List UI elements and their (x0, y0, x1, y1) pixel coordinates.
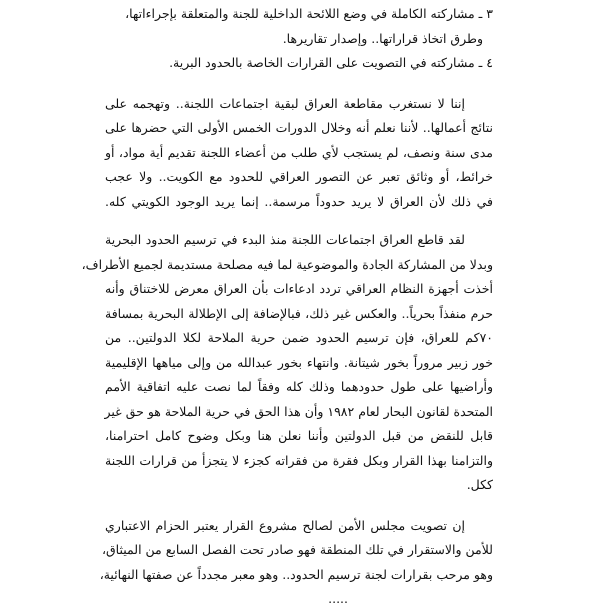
list-item-3-continuation: وطرق اتخاذ قراراتها.. وإصدار تقاريرها. (282, 30, 483, 46)
ellipsis-line: ..... (328, 591, 348, 606)
paragraph-line: خرائط، أو وثائق تعبر عن التصور العراقي للحدود مع الكويت.. ولا عجب (105, 169, 493, 184)
numbered-list (105, 2, 493, 76)
paragraph-line: المتحدة لقانون البحار لعام ١٩٨٢ وأن هذا الحق في حرية الملاحة هو حق غير (104, 403, 493, 419)
paragraph-line: ككل. (466, 477, 493, 492)
paragraph-1 (105, 92, 493, 215)
paragraph-line: وبدلا من المشاركة الجادة والموضوعية لما فيه مصلحة مستديمة لجميع الأطراف، (81, 256, 493, 272)
paragraph-line: وهو مرحب بقرارات لجنة ترسيم الحدود.. وهو معبر مجدداً عن صفتها النهائية، (99, 566, 493, 582)
document-page (81, 0, 493, 612)
paragraph-line: للأمن والاستقرار في تلك المنطقة فهو صادر تحت الفصل السابع من الميثاق، (101, 542, 493, 557)
paragraph-line: ٧٠كم للعراق، فإن ترسيم الحدود ضمن حرية الملاحة لكلا الدولتين.. من (105, 330, 493, 345)
paragraph-line: مدى سنة ونصف، لم يستجب لأي طلب من أعضاء اللجنة تقديم أية مواد، أو (105, 144, 493, 160)
list-item-3: ٣ ـ مشاركته الكاملة في وضع اللائحة الداخلية للجنة والمتعلقة بإجراءاتها، (125, 6, 493, 21)
paragraph-line: أخذت أجهزة النظام العراقي تردد ادعاءات بأن العراق معرض للاختناق وأنه (105, 281, 493, 296)
paragraph-line: نتائج أعمالها.. لأننا نعلم أنه وخلال الدورات الخمس الأولى التي حضرها على (105, 120, 493, 135)
paragraph-line: قابل للنقض من قبل الدولتين وأننا نعلن هنا وبكل وضوح كامل احترامنا، (105, 428, 493, 443)
paragraph-line: والتزامنا بهذا القرار وبكل فقرة من فقراته كجزء لا يتجزأ من قرارات اللجنة (105, 452, 493, 468)
paragraph-3 (99, 514, 493, 612)
paragraph-line: لقد قاطع العراق اجتماعات اللجنة منذ البدء في ترسيم الحدود البحرية (105, 232, 465, 247)
list-item-4: ٤ ـ مشاركته في التصويت على القرارات الخاصة بالحدود البرية. (169, 55, 493, 70)
paragraph-line: وأراضيها على طول حدودهما وذلك كله وفقاً لما نصت عليه اتفاقية الأمم (105, 379, 493, 394)
paragraph-line: إننا لا نستغرب مقاطعة العراق لبقية اجتماعات اللجنة.. وتهجمه على (105, 95, 465, 111)
paragraph-line: في ذلك لأن العراق لا يريد حدوداً مرسمة.. إنما يريد الوجود الكويتي كله. (105, 193, 493, 209)
paragraph-line: إن تصويت مجلس الأمن لصالح مشروع القرار يعتبر الحزام الاعتباري (105, 517, 465, 533)
paragraph-line: خور زبير مروراً بخور شيتانة. وانتهاء بخور عبدالله من وإلى مياهها الإقليمية (105, 354, 493, 370)
paragraph-2 (81, 228, 493, 498)
paragraph-line: حرم منفذاً بحرياً.. والعكس غير ذلك، فبالإضافة إلى الإطلالة البحرية بمسافة (105, 305, 493, 321)
